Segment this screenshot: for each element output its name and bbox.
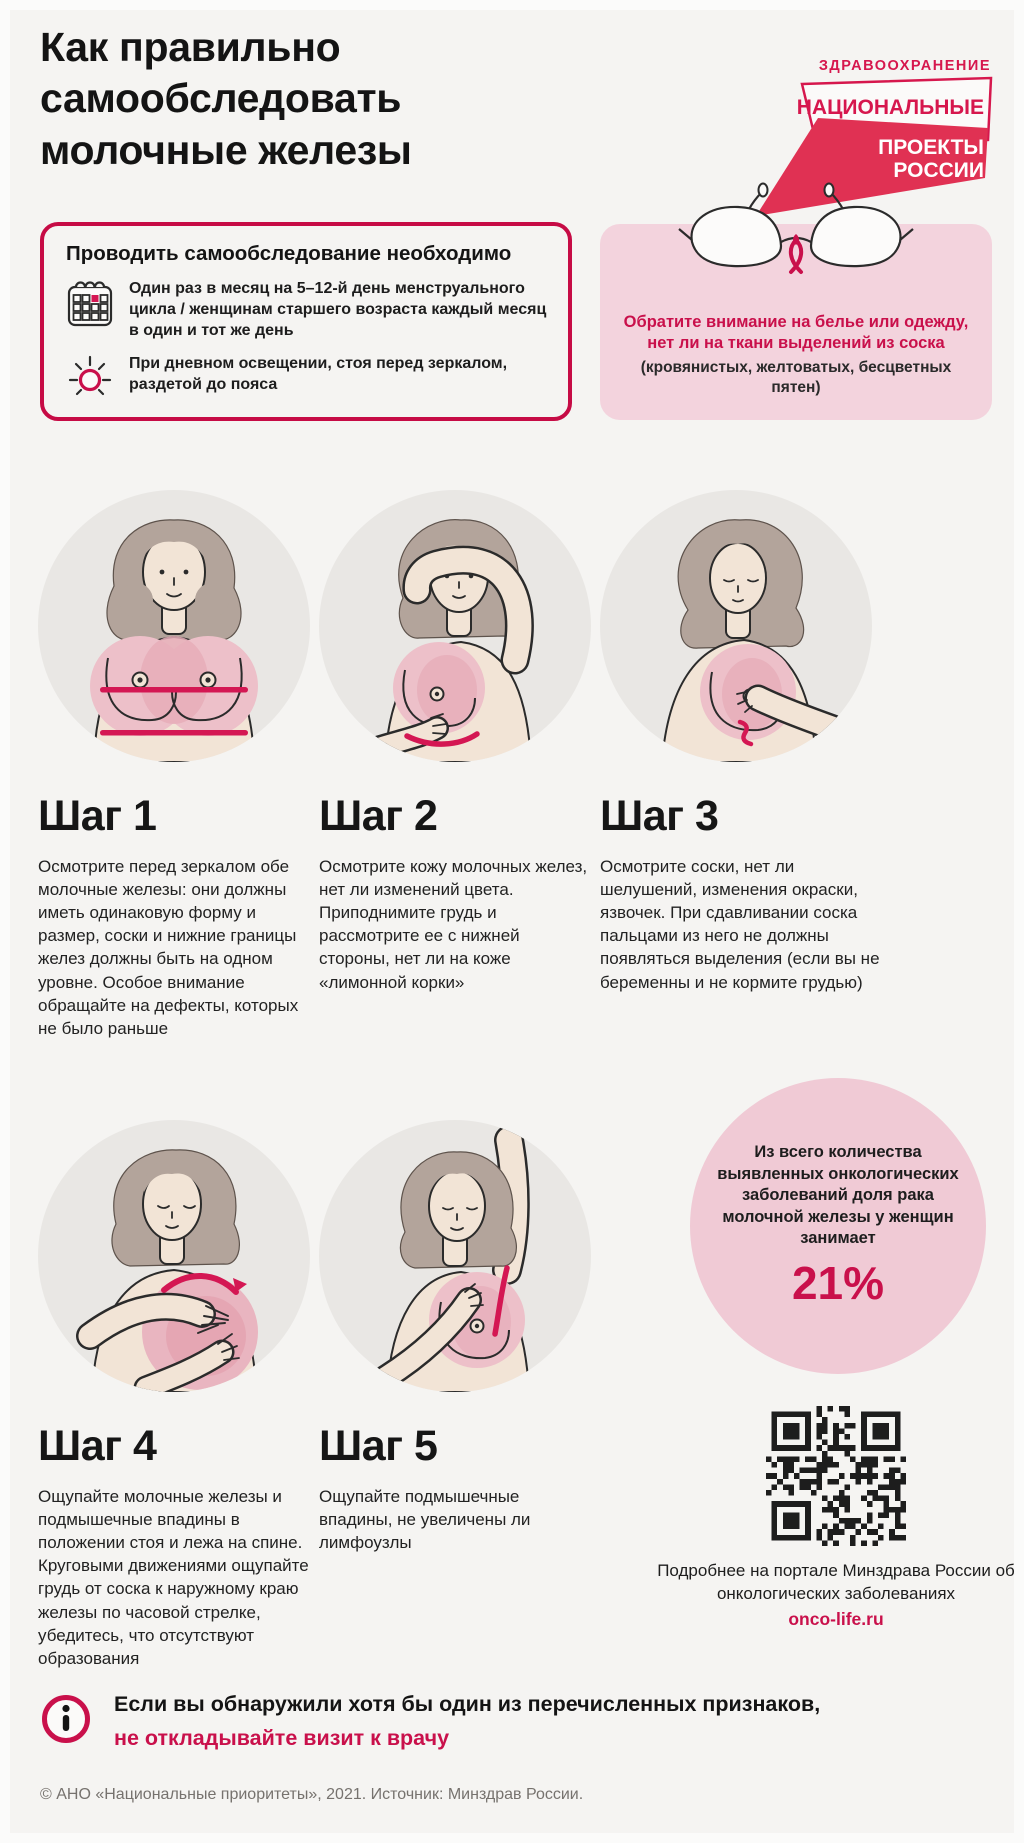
portal-text: Подробнее на портале Минздрава России об онкологических заболеваниях bbox=[657, 1561, 1015, 1603]
step-text: Осмотрите соски, нет ли шелушений, изменения окраски, язвочек. При сдавливании соска пальцами из него не должны появляться выделения (если вы не беременны и не кормите грудью) bbox=[600, 857, 880, 992]
step-title: Шаг 1 bbox=[38, 792, 157, 840]
daylight-icon bbox=[66, 353, 114, 401]
logo-line-3: РОССИИ bbox=[893, 159, 984, 182]
step-card-2 bbox=[319, 490, 591, 994]
step3-illustration bbox=[600, 490, 872, 762]
necessity-title: Проводить самообследование необходимо bbox=[66, 242, 512, 265]
step5-illustration bbox=[319, 1120, 591, 1392]
step-card-3 bbox=[600, 490, 888, 994]
step1-illustration bbox=[38, 490, 310, 762]
necessity-item bbox=[66, 353, 548, 401]
step-title: Шаг 4 bbox=[38, 1422, 157, 1470]
step-text: Ощупайте молочные железы и подмышечные впадины в положении стоя и лежа на спине. Круговыми движениями ощупайте грудь от соска к наружному краю железы по часовой стрелке, убедитесь, что отсутствуют образования bbox=[38, 1487, 309, 1668]
necessity-item bbox=[66, 278, 548, 341]
step-card-4 bbox=[38, 1120, 310, 1670]
info-icon bbox=[40, 1693, 92, 1745]
awareness-ribbon-icon bbox=[791, 234, 801, 272]
step-card-5 bbox=[319, 1120, 591, 1554]
step-title: Шаг 5 bbox=[319, 1422, 438, 1470]
step-text: Осмотрите кожу молочных желез, нет ли изменений цвета. Приподнимите грудь и рассмотрите ее с нижней стороны, нет ли на коже «лимонной корки» bbox=[319, 857, 588, 992]
logo-program-label: ЗДРАВООХРАНЕНИЕ bbox=[818, 58, 991, 74]
bra-with-ribbon-icon bbox=[676, 182, 916, 296]
necessity-item-text: При дневном освещении, стоя перед зеркалом, раздетой до пояса bbox=[129, 355, 508, 394]
necessity-item-text: Один раз в месяц на 5–12-й день менструального цикла / женщинам старшего возраста каждый месяц в один и тот же день bbox=[129, 280, 547, 339]
step2-illustration bbox=[319, 490, 591, 762]
statistic-circle bbox=[690, 1078, 986, 1374]
warning-banner bbox=[40, 1692, 980, 1751]
warning-text bbox=[114, 1692, 820, 1751]
logo-line-1: НАЦИОНАЛЬНЫЕ bbox=[796, 96, 984, 119]
page-title: Как правильно самообследовать молочные железы bbox=[40, 24, 412, 173]
step-title: Шаг 3 bbox=[600, 792, 719, 840]
step-text: Осмотрите перед зеркалом обе молочные железы: они должны иметь одинаковую форму и размер, соски и нижние границы желез должны быть на одном уровне. Особое внимание обращайте на дефекты, которых не было раньше bbox=[38, 857, 299, 1038]
warning-line-2: не откладывайте визит к врачу bbox=[114, 1726, 450, 1750]
statistic-text: Из всего количества выявленных онкологических заболеваний доля рака молочной железы у женщин занимает bbox=[717, 1143, 959, 1248]
portal-link[interactable]: onco-life.ru bbox=[788, 1609, 884, 1630]
logo-line-2: ПРОЕКТЫ bbox=[878, 136, 984, 159]
linen-note-text: (кровянистых, желтоватых, бесцветных пятен) bbox=[640, 358, 952, 396]
step-text: Ощупайте подмышечные впадины, не увеличены ли лимфоузлы bbox=[319, 1487, 531, 1553]
calendar-icon bbox=[66, 278, 114, 328]
step4-illustration bbox=[38, 1120, 310, 1392]
qr-code bbox=[766, 1406, 906, 1546]
step-title: Шаг 2 bbox=[319, 792, 438, 840]
warning-line-1: Если вы обнаружили хотя бы один из перечисленных признаков, bbox=[114, 1692, 821, 1716]
statistic-value: 21% bbox=[791, 1256, 885, 1309]
linen-highlight-text: Обратите внимание на белье или одежду, нет ли на ткани выделений из соска bbox=[623, 313, 969, 353]
step-card-1 bbox=[38, 490, 310, 1040]
necessity-box bbox=[40, 222, 572, 421]
footer-credit: © АНО «Национальные приоритеты», 2021. Источник: Минздрав России. bbox=[40, 1786, 584, 1803]
portal-info bbox=[640, 1560, 1024, 1631]
